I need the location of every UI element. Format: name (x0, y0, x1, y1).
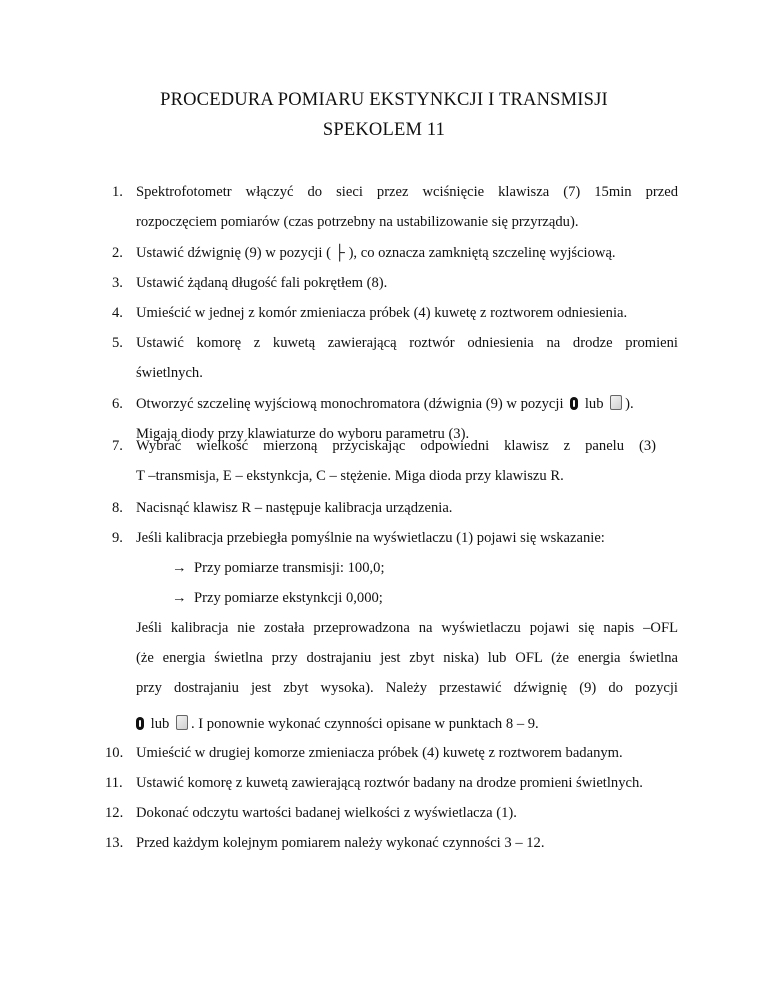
step-text-line: przy dostrajaniu jest zbyt wysoka). Należy przestawić dźwignię (9) do pozycji (136, 680, 678, 696)
step-text-line: Jeśli kalibracja przebiegła pomyślnie na wyświetlaczu (1) pojawi się wskazanie: (136, 530, 605, 546)
document-title-line-1: PROCEDURA POMIARU EKSTYNKCJI I TRANSMISJI (160, 90, 608, 110)
step-text-part: lub (150, 716, 170, 732)
step-text-part: Otworzyć szczelinę wyjściową monochromatora (dźwignia (9) w pozycji (136, 396, 564, 412)
step-number: 8. (112, 500, 123, 516)
step-text-line: Ustawić dźwignię (9) w pozycji ( ├ ), co oznacza zamkniętą szczelinę wyjściową. (136, 245, 616, 261)
step-text-line: Ustawić komorę z kuwetą zawierającą roztwór badany na drodze promieni świetlnych. (136, 775, 643, 791)
lever-position-box-icon (176, 715, 188, 730)
step-text-line: (że energia świetlna przy dostrajaniu jest zbyt niska) lub OFL (że energia świetlna (136, 650, 678, 666)
step-number: 13. (105, 835, 124, 851)
step-text-line: Ustawić żądaną długość fali pokrętłem (8). (136, 275, 388, 291)
step-text-line: Umieścić w jednej z komór zmieniacza próbek (4) kuwetę z roztworem odniesienia. (136, 305, 628, 321)
step-number: 9. (112, 530, 123, 546)
step-number: 1. (112, 184, 123, 200)
step-text-line: Migają diody przy klawiaturze do wyboru parametru (3). (136, 426, 470, 442)
step-text-part: Przy pomiarze transmisji: 100,0; (194, 560, 385, 576)
step-number: 7. (112, 438, 123, 454)
step-number: 11. (105, 775, 123, 791)
step-bullet-line (172, 583, 678, 613)
step-number: 4. (112, 305, 123, 321)
arrow-right-icon: → (172, 590, 187, 606)
step-text-line: Nacisnąć klawisz R – następuje kalibracja urządzenia. (136, 500, 453, 516)
step-number: 10. (105, 745, 124, 761)
step-text-part: . I ponownie wykonać czynności opisane w punktach 8 – 9. (190, 716, 539, 732)
step-text-line: Jeśli kalibracja nie została przeprowadzona na wyświetlaczu pojawi się napis –OFL (136, 620, 678, 636)
step-text-part: ). (625, 396, 634, 412)
step-text-line: Dokonać odczytu wartości badanej wielkości z wyświetlacza (1). (136, 805, 517, 821)
step-text-line: Ustawić komorę z kuwetą zawierającą roztwór odniesienia na drodze promieni (136, 335, 678, 351)
document-title-line-2: SPEKOLEM 11 (322, 120, 446, 140)
step-number: 12. (105, 805, 124, 821)
step-number: 5. (112, 335, 123, 351)
lever-open-icon (570, 397, 578, 410)
lever-open-icon (136, 717, 144, 730)
step-text-part: Przy pomiarze ekstynkcji 0,000; (194, 590, 383, 606)
step-text-line: rozpoczęciem pomiarów (czas potrzebny na ustabilizowanie się przyrządu). (136, 214, 579, 230)
step-number: 2. (112, 245, 123, 261)
step-text-line: świetlnych. (136, 365, 203, 381)
arrow-right-icon: → (172, 560, 187, 576)
step-text-line: Umieścić w drugiej komorze zmieniacza próbek (4) kuwetę z roztworem badanym. (136, 745, 623, 761)
lever-position-box-icon (610, 395, 622, 410)
step-text-line (136, 389, 678, 419)
step-text-line: T –transmisja, E – ekstynkcja, C – stężenie. Miga dioda przy klawiszu R. (136, 468, 564, 484)
step-bullet-line (172, 553, 678, 583)
step-text-line (136, 709, 678, 739)
step-text-line: Wybrać wielkość mierzoną przyciskając odpowiedni klawisz z panelu (3) (136, 438, 656, 454)
step-text-part: lub (584, 396, 604, 412)
step-number: 6. (112, 396, 123, 412)
step-text-line: Przed każdym kolejnym pomiarem należy wykonać czynności 3 – 12. (136, 835, 545, 851)
step-text-line: Spektrofotometr włączyć do sieci przez wciśnięcie klawisza (7) 15min przed (136, 184, 678, 200)
step-number: 3. (112, 275, 123, 291)
